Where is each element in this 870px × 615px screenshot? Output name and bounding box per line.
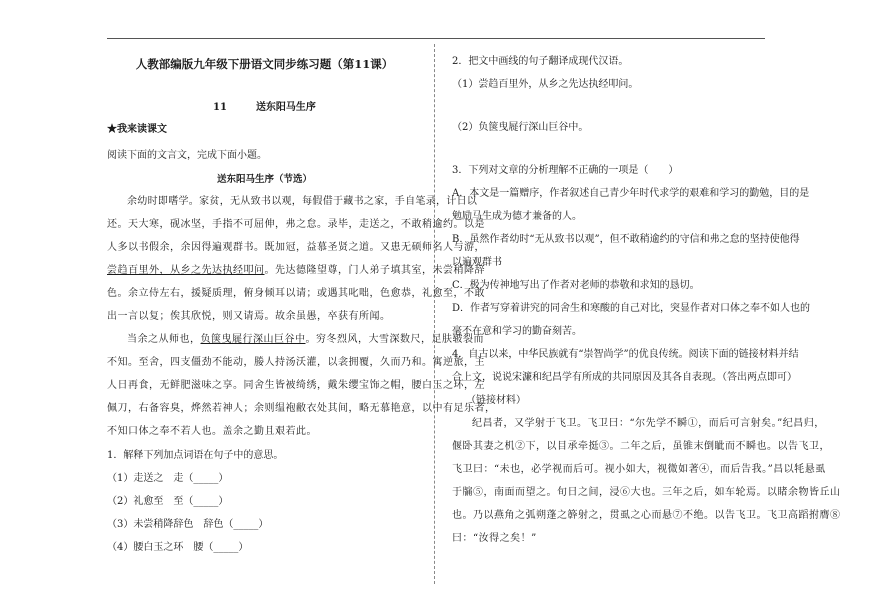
right-column xyxy=(452,52,841,547)
passage-line: 人日再食，无鲜肥滋味之享。同舍生皆被绮绣，戴朱缨宝饰之帽，腰白玉之环，左 xyxy=(107,380,485,391)
passage-line: 余幼时即嗜学。家贫，无从致书以观，每假借于藏书之家，手自笔录，计日以 xyxy=(127,196,478,207)
link-line: 曰：“汝得之矣！” xyxy=(452,533,537,544)
lesson-number: 11 xyxy=(213,102,227,113)
link-material xyxy=(452,416,841,547)
question-2-item: （1）尝趋百里外，从乡之先达执经叩问。 xyxy=(452,79,639,90)
passage-line: 人多以书假余，余因得遍观群书。既加冠，益慕圣贤之道。又患无硕师名人与游， xyxy=(107,242,485,253)
question-2: 2．把文中画线的句子翻译成现代汉语。 xyxy=(452,56,629,67)
top-rule xyxy=(107,38,765,39)
passage-line-underlined: 当余之从师也，负箧曳屣行深山巨谷中。穷冬烈风，大雪深数尺，足肤皲裂而 xyxy=(127,334,484,345)
passage-line: 佩刀，右备容臭，烨然若神人；余则缊袍敝衣处其间，略无慕艳意，以中有足乐者， xyxy=(107,403,496,414)
question-4: 4．自古以来，中华民族就有“崇智尚学”的优良传统。阅读下面的链接材料并结 xyxy=(452,349,799,360)
option-a: A．本文是一篇赠序，作者叙述自己青少年时代求学的艰难和学习的勤勉，目的是 xyxy=(452,188,810,199)
passage-line: 不知。至舍，四支僵劲不能动，媵人持汤沃灌，以衾拥覆，久而乃和。寓逆旅，主 xyxy=(107,357,485,368)
option-b-cont: 以遍观群书 xyxy=(452,257,502,268)
page-title: 人教部编版九年级下册语文同步练习题（第11课） xyxy=(135,57,394,71)
option-b: B．虽然作者幼时“无从致书以观”，但不敢稍逾约的守信和弗之怠的坚持使他得 xyxy=(452,234,800,245)
question-1-item: （4）腰白玉之环 腰（_____） xyxy=(107,542,249,553)
option-a-cont: 勉励马生成为德才兼备的人。 xyxy=(452,211,582,222)
question-4-cont: 合上文，说说宋濂和纪昌学有所成的共同原因及其各自表现。（答出两点即可） xyxy=(452,372,797,383)
lesson-heading xyxy=(107,100,422,116)
instruction: 阅读下面的文言文，完成下面小题。 xyxy=(107,150,267,161)
question-3: 3．下列对文章的分析理解不正确的一项是（ ） xyxy=(452,165,679,176)
passage-line: 还。天大寒，砚冰坚，手指不可屈伸，弗之怠。录毕，走送之，不敢稍逾约。以是 xyxy=(107,219,485,230)
passage-title: 送东阳马生序（节选） xyxy=(216,174,312,185)
question-1: 1．解释下列加点词语在句子中的意思。 xyxy=(107,450,284,461)
column-divider xyxy=(434,44,435,584)
passage-line: 色。余立侍左右，援疑质理，俯身倾耳以请；或遇其叱咄，色愈恭，礼愈至，不敢 xyxy=(107,288,485,299)
passage-line: 出一言以复；俟其欣悦，则又请焉。故余虽愚，卒获有所闻。 xyxy=(107,311,391,322)
lesson-name: 送东阳马生序 xyxy=(255,102,316,113)
link-line: 飞卫曰：“未也，必学视而后可。视小如大，视微如著④，而后告我。”昌以牦悬虱 xyxy=(452,464,826,475)
link-line: 纪昌者，又学射于飞卫。飞卫曰：“尔先学不瞬①，而后可言射矣。”纪昌归， xyxy=(472,418,825,429)
question-1-item: （1）走送之 走（_____） xyxy=(107,473,229,484)
link-material-label: （链接材料） xyxy=(466,395,526,406)
question-1-item: （3）未尝稍降辞色 辞色（_____） xyxy=(107,519,269,530)
question-2-item: （2）负箧曳屣行深山巨谷中。 xyxy=(452,122,589,133)
question-1-item: （2）礼愈至 至（_____） xyxy=(107,496,229,507)
passage-line: 不知口体之奉不若人也。盖余之勤且艰若此。 xyxy=(107,426,317,437)
underlined-sentence-2: 负箧曳屣行深山巨谷中 xyxy=(200,334,306,345)
option-d-cont: 毫不在意和学习的勤奋刻苦。 xyxy=(452,326,582,337)
option-c: C．极为传神地写出了作者对老师的恭敬和求知的恳切。 xyxy=(452,280,700,291)
link-line: 也。乃以燕角之弧朔蓬之簳射之，贯虱之心而悬⑦不绝。以告飞卫。飞卫高蹈拊膺⑧ xyxy=(452,510,841,521)
underlined-sentence-1: 尝趋百里外，从乡之先达执经叩问 xyxy=(107,265,265,276)
option-d: D．作者写穿着讲究的同舍生和寒酸的自己对比，突显作者对口体之奉不如人也的 xyxy=(452,303,811,314)
passage-line-underlined: 尝趋百里外，从乡之先达执经叩问。先达德隆望尊，门人弟子填其室，未尝稍降辞 xyxy=(107,265,485,276)
section-label: ★我来读课文 xyxy=(107,124,167,135)
link-line: 于牖⑤，南面而望之。旬日之间，浸⑥大也。三年之后，如车轮焉。以睹余物皆丘山 xyxy=(452,487,841,498)
link-line: 偃卧其妻之机②下，以目承牵挺③。二年之后，虽锥末倒眦而不瞬也。以告飞卫， xyxy=(452,441,830,452)
